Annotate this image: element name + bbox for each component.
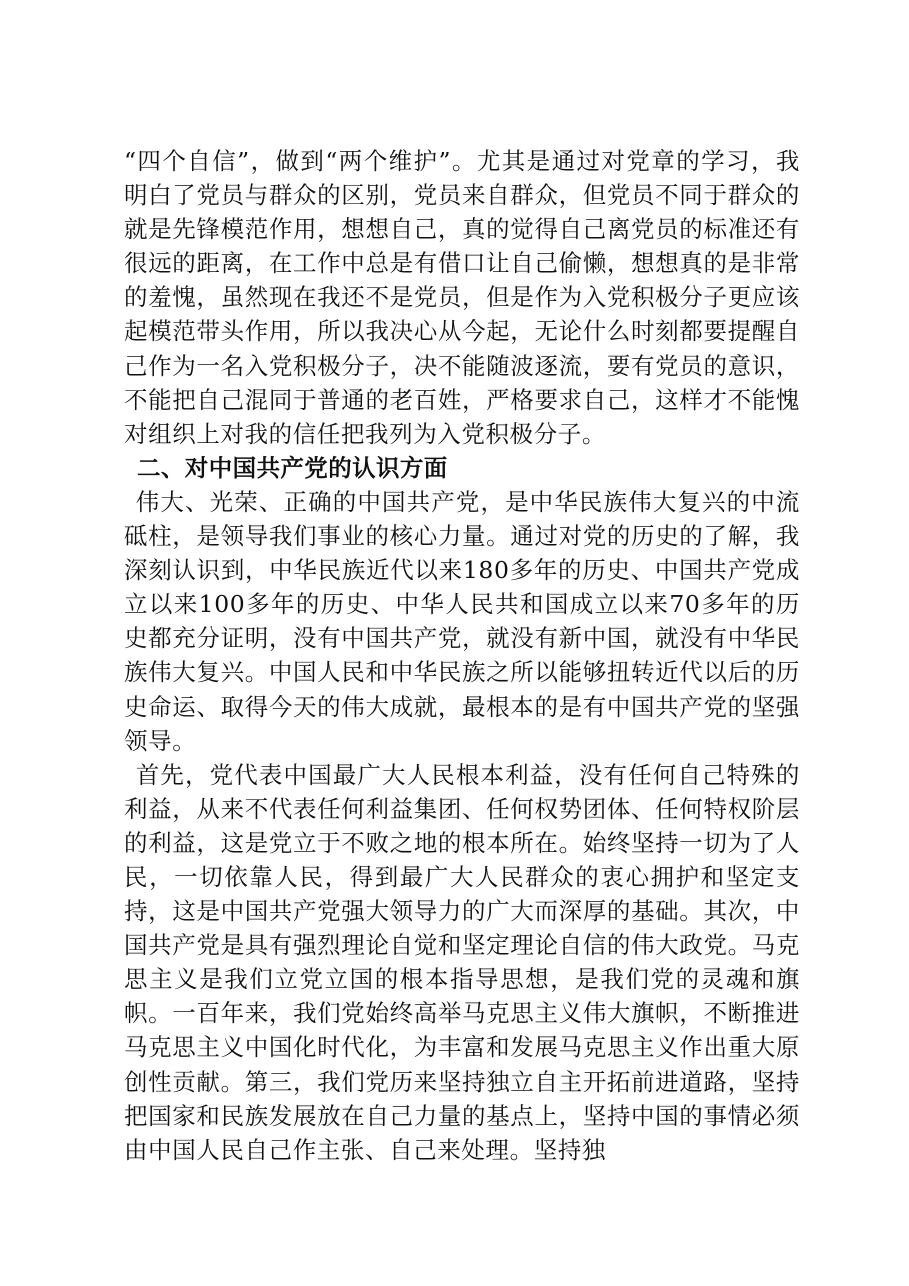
paragraph-party-history: 伟大、光荣、正确的中国共产党，是中华民族伟大复兴的中流砥柱，是领导我们事业的核心力量。通过对党的历史的了解，我深刻认识到，中华民族近代以来180多年的历史、中国共产党成立以来100多年的历史、中华人民共和国成立以来70多年的历史都充分证明，没有中国共产党，就没有新中国，就没有中华民族伟大复兴。中国人民和中华民族之所以能够扭转近代以后的历史命运、取得今天的伟大成就，最根本的是有中国共产党的坚强领导。 <box>124 487 800 755</box>
paragraph-four-confidences: “四个自信”，做到“两个维护”。尤其是通过对党章的学习，我明白了党员与群众的区别，党员来自群众，但党员不同于群众的就是先锋模范作用，想想自己，真的觉得自己离党员的标准还有很远的距离，在工作中总是有借口让自己偷懒，想想真的是非常的羞愧，虽然现在我还不是党员，但是作为入党积极分子更应该起模范带头作用，所以我决心从今起，无论什么时刻都要提醒自己作为一名入党积极分子，决不能随波逐流，要有党员的意识，不能把自己混同于普通的老百姓，严格要求自己，这样才不能愧对组织上对我的信任把我列为入党积极分子。 <box>124 147 800 448</box>
paragraph-firstly-secondly-thirdly: 首先，党代表中国最广大人民根本利益，没有任何自己特殊的利益，从来不代表任何利益集团、任何权势团体、任何特权阶层的利益，这是党立于不败之地的根本所在。始终坚持一切为了人民，一切依靠人民，得到最广大人民群众的衷心拥护和坚定支持，这是中国共产党强大领导力的广大而深厚的基础。其次，中国共产党是具有强烈理论自觉和坚定理论自信的伟大政党。马克思主义是我们立党立国的根本指导思想，是我们党的灵魂和旗帜。一百年来，我们党始终高举马克思主义伟大旗帜，不断推进马克思主义中国化时代化，为丰富和发展马克思主义作出重大原创性贡献。第三，我们党历来坚持独立自主开拓前进道路，坚持把国家和民族发展放在自己力量的基点上，坚持中国的事情必须由中国人民自己作主张、自己来处理。坚持独 <box>124 760 800 1164</box>
document-body <box>124 144 800 1167</box>
section-heading-understanding-of-party: 二、对中国共产党的认识方面 <box>137 453 448 482</box>
